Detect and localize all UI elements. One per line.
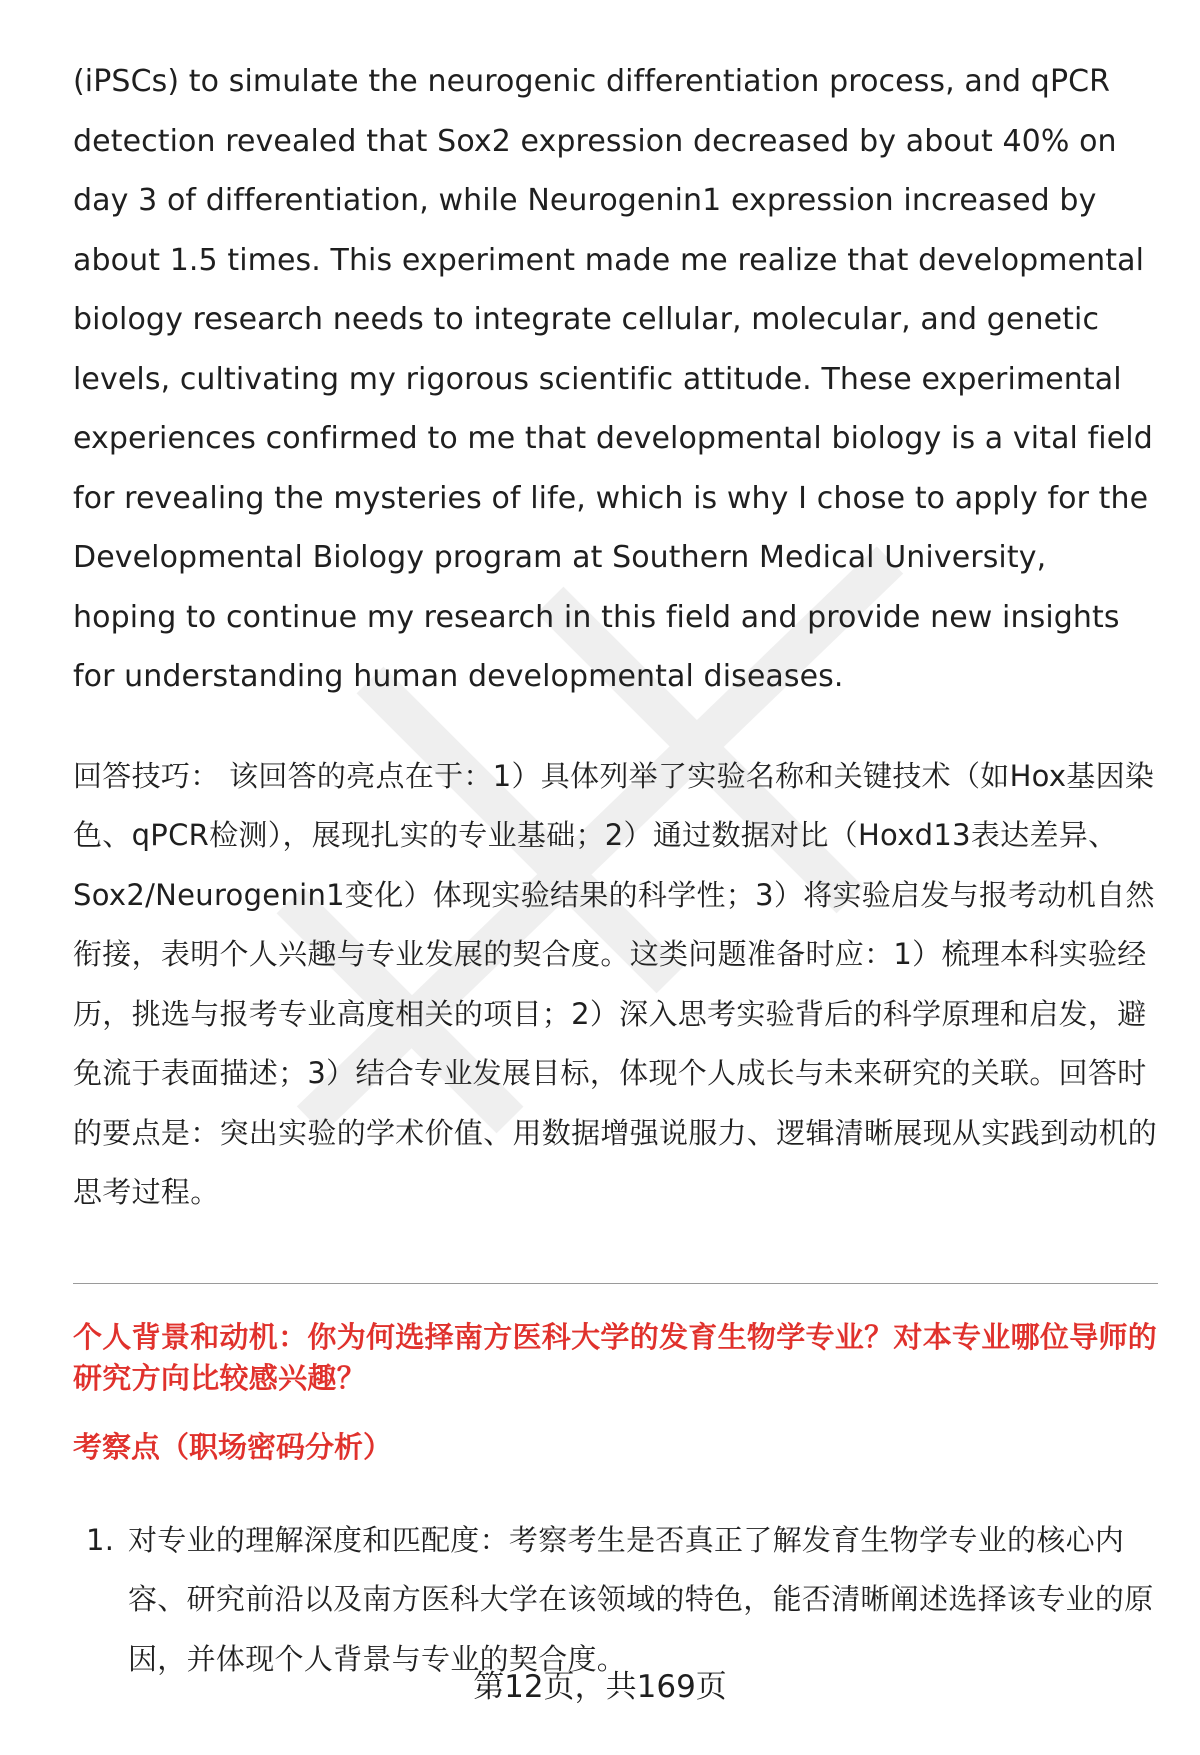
list-item-number: 1. xyxy=(86,1522,115,1557)
page-content xyxy=(73,52,1158,1689)
assessment-list xyxy=(73,1511,1158,1690)
body-paragraph: (iPSCs) to simulate the neurogenic differentiation process, and qPCR detection revealed that Sox2 expression decreased by about 40% on day 3 of differentiation, while Neurogenin1 expression increased by about 1.5 times. This experiment made me realize that developmental biology research needs to integrate cellular, molecular, and genetic levels, cultivating my rigorous scientific attitude. These experimental experiences confirmed to me that developmental biology is a vital field for revealing the mysteries of life, which is why I chose to apply for the Developmental Biology program at Southern Medical University, hoping to continue my research in this field and provide new insights for understanding human developmental diseases. xyxy=(73,64,1153,694)
section-divider xyxy=(73,1283,1158,1284)
list-item-text: 对专业的理解深度和匹配度：考察考生是否真正了解发育生物学专业的核心内容、研究前沿以及南方医科大学在该领域的特色，能否清晰阐述选择该专业的原因，并体现个人背景与专业的契合度。 xyxy=(128,1522,1154,1676)
assessment-heading: 考察点（职场密码分析） xyxy=(73,1429,393,1464)
page-footer: 第12页，共169页 xyxy=(473,1669,727,1705)
question-heading: 个人背景和动机：你为何选择南方医科大学的发育生物学专业？对本专业哪位导师的研究方向比较感兴趣？ xyxy=(73,1319,1158,1395)
answer-tips-paragraph: 回答技巧： 该回答的亮点在于：1）具体列举了实验名称和关键技术（如Hox基因染色、qPCR检测），展现扎实的专业基础；2）通过数据对比（Hoxd13表达差异、Sox2/Neurogenin1变化）体现实验结果的科学性；3）将实验启发与报考动机自然衔接，表明个人兴趣与专业发展的契合度。这类问题准备时应：1）梳理本科实验经历，挑选与报考专业高度相关的项目；2）深入思考实验背后的科学原理和启发，避免流于表面描述；3）结合专业发展目标，体现个人成长与未来研究的关联。回答时的要点是：突出实验的学术价值、用数据增强说服力、逻辑清晰展现从实践到动机的思考过程。 xyxy=(73,758,1158,1209)
list-item xyxy=(73,1511,1158,1690)
